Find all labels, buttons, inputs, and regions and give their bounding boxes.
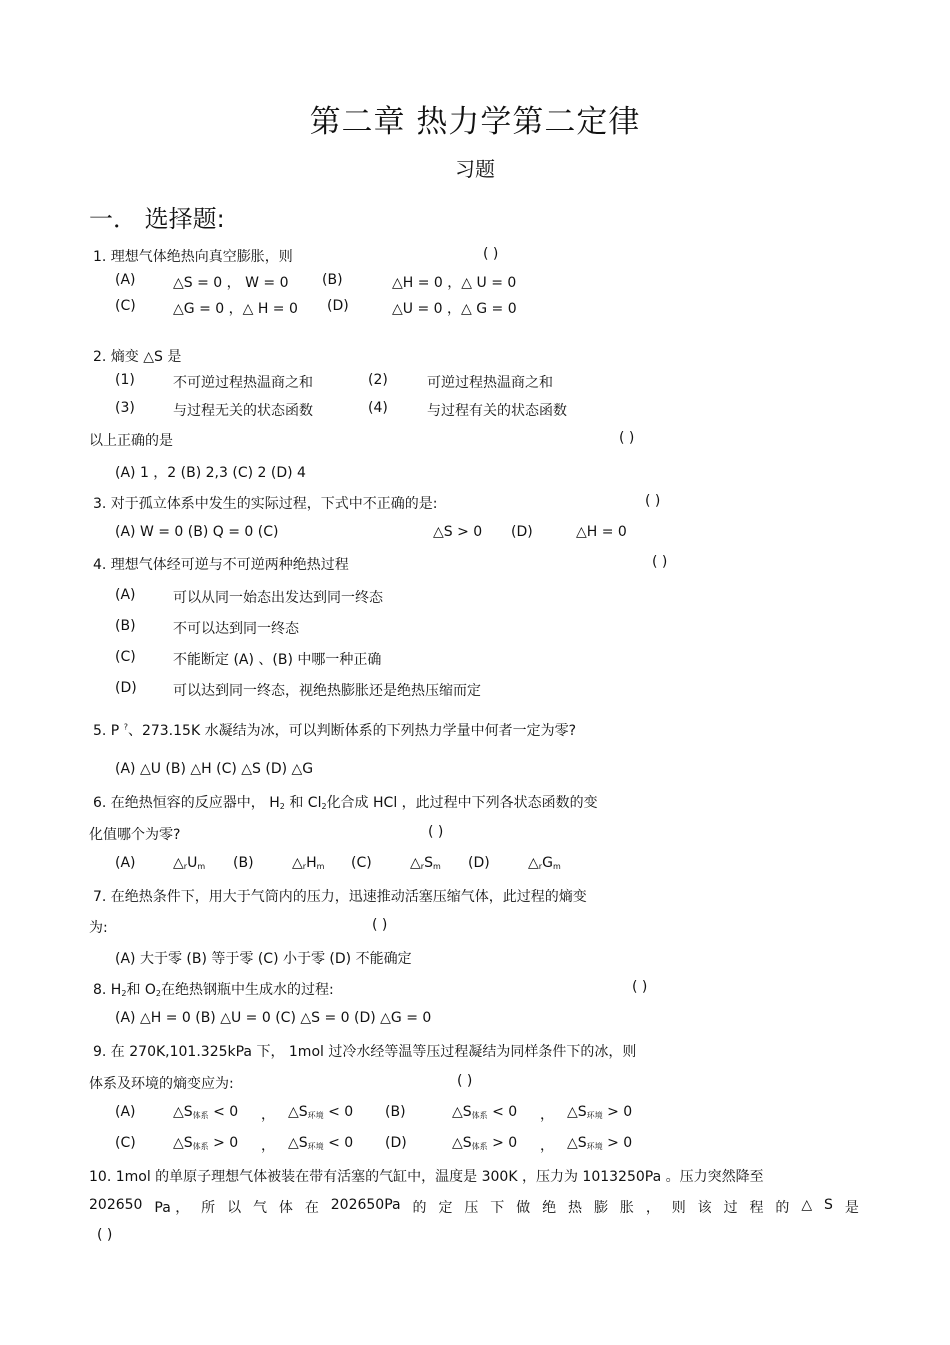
word: 做: [516, 1200, 531, 1216]
option-label: (D): [511, 524, 533, 540]
option-text: $\triangle S_{体系} > 0$: [173, 1135, 239, 1151]
subscript: 2: [321, 802, 327, 811]
question-2-tail: 以上正确的是: [89, 433, 173, 449]
question-2-stem: 2. 熵变 △S 是: [93, 349, 182, 365]
option-row: (A) W = 0 (B) Q = 0 (C): [115, 524, 279, 540]
word: ，: [645, 1200, 660, 1216]
option-text: $\triangle S_{体系} > 0$: [452, 1135, 518, 1151]
option-text: $\triangle_rH_m$: [292, 855, 325, 871]
option-text: △G = 0 ，△ H = 0: [173, 301, 298, 317]
word: △: [801, 1197, 813, 1213]
word: 该: [697, 1200, 712, 1216]
option-label: (C): [115, 649, 136, 665]
option-text: $\triangle S_{环境} < 0$: [288, 1135, 354, 1151]
option-text: $\triangle S_{体系} < 0$: [173, 1104, 239, 1120]
word: 胀: [619, 1200, 634, 1216]
question-10-line2: [89, 1197, 859, 1217]
q6-line1: 6. 在绝热恒容的反应器中， H: [93, 795, 280, 811]
answer-blank: ( ): [372, 917, 388, 933]
item-text: 可逆过程热温商之和: [427, 375, 553, 391]
question-4-stem: 4. 理想气体经可逆与不可逆两种绝热过程: [93, 557, 349, 573]
subscript: 2: [279, 802, 285, 811]
q5-pre: 5. P: [93, 723, 120, 739]
option-label: (D): [468, 855, 490, 871]
option-label: (B): [322, 272, 343, 288]
question-9-stem: 9. 在 270K,101.325kPa 下， 1mol 过冷水经等温等压过程凝结为同样条件下的冰，则: [93, 1044, 637, 1060]
option-label: (C): [115, 1135, 136, 1151]
option-text: $\triangle_rG_m$: [528, 855, 561, 871]
word: 202650: [89, 1197, 143, 1213]
question-1-stem: 1. 理想气体绝热向真空膨胀，则: [93, 249, 293, 265]
word: 以: [227, 1200, 242, 1216]
question-10-line1: 10. 1mol 的单原子理想气体被装在带有活塞的气缸中，温度是 300K ，压力为 1013250Pa 。压力突然降至: [89, 1169, 764, 1185]
question-6-stem: [93, 792, 598, 812]
option-label: (B): [115, 618, 136, 634]
option-label: (D): [385, 1135, 407, 1151]
question-8-stem: 8. $H_2$和 $O_2$在绝热钢瓶中生成水的过程:: [93, 982, 334, 998]
question-6-line2: 化值哪个为零?: [89, 827, 181, 843]
option-row: (A) △H = 0 (B) △U = 0 (C) △S = 0 (D) △G = 0: [115, 1010, 432, 1026]
question-7-line2: 为:: [89, 920, 108, 936]
item-label: (3): [115, 400, 135, 416]
word: 压: [464, 1200, 479, 1216]
option-label: (A): [115, 1104, 136, 1120]
word: Pa ，: [154, 1200, 190, 1216]
word: 热: [568, 1200, 583, 1216]
option-text: 可以达到同一终态，视绝热膨胀还是绝热压缩而定: [173, 683, 481, 699]
word: 过: [723, 1200, 738, 1216]
question-5-stem: [93, 720, 576, 740]
answer-options: (A) 1 ，2 (B) 2,3 (C) 2 (D) 4: [115, 465, 306, 481]
comma: ，: [540, 1107, 554, 1123]
answer-blank: ( ): [97, 1227, 113, 1243]
answer-blank: ( ): [632, 979, 648, 995]
comma: ，: [261, 1138, 275, 1154]
option-label: (D): [327, 298, 349, 314]
option-label: (C): [115, 298, 136, 314]
subtitle: 习题: [455, 157, 495, 181]
option-text: $\triangle S_{体系} < 0$: [452, 1104, 518, 1120]
option-text: △H = 0: [576, 524, 627, 540]
question-9-line2: 体系及环境的熵变应为:: [89, 1076, 234, 1092]
q5-post: 、273.15K 水凝结为冰，可以判断体系的下列热力学量中何者一定为零?: [127, 723, 576, 739]
option-label: (C): [351, 855, 372, 871]
option-row: (A) △U (B) △H (C) △S (D) △G: [115, 761, 314, 777]
question-3-stem: 3. 对于孤立体系中发生的实际过程，下式中不正确的是:: [93, 496, 438, 512]
answer-blank: ( ): [428, 824, 444, 840]
item-label: (4): [368, 400, 388, 416]
option-text: 可以从同一始态出发达到同一终态: [173, 590, 383, 606]
comma: ，: [261, 1107, 275, 1123]
option-text: △S = 0 ， W = 0: [173, 275, 289, 291]
question-7-stem: 7. 在绝热条件下，用大于气筒内的压力，迅速推动活塞压缩气体，此过程的熵变: [93, 889, 587, 905]
option-label: (A): [115, 587, 136, 603]
item-text: 与过程有关的状态函数: [427, 403, 567, 419]
word: S: [824, 1197, 833, 1213]
item-text: 与过程无关的状态函数: [173, 403, 313, 419]
answer-blank: ( ): [619, 430, 635, 446]
option-label: (D): [115, 680, 137, 696]
q6-line1c: 化合成 HCl ，此过程中下列各状态函数的变: [326, 795, 598, 811]
option-label: (A): [115, 272, 136, 288]
answer-blank: ( ): [652, 554, 668, 570]
comma: ，: [540, 1138, 554, 1154]
chapter-title: 第二章 热力学第二定律: [309, 104, 641, 140]
word: 下: [490, 1200, 505, 1216]
option-row: (A) 大于零 (B) 等于零 (C) 小于零 (D) 不能确定: [115, 951, 412, 967]
option-text: △S > 0: [433, 524, 483, 540]
item-label: (2): [368, 372, 388, 388]
item-label: (1): [115, 372, 135, 388]
option-text: $\triangle S_{环境} > 0$: [567, 1135, 633, 1151]
word: 的: [775, 1200, 790, 1216]
option-text: △U = 0 ，△ G = 0: [392, 301, 517, 317]
word: 体: [278, 1200, 293, 1216]
option-label: (B): [385, 1104, 406, 1120]
q5-sup: ?: [123, 722, 128, 732]
answer-blank: ( ): [483, 246, 499, 262]
word: 所: [201, 1200, 216, 1216]
answer-blank: ( ): [457, 1073, 473, 1089]
option-text: $\triangle_rS_m$: [410, 855, 441, 871]
option-text: $\triangle S_{环境} < 0$: [288, 1104, 354, 1120]
word: 膨: [593, 1200, 608, 1216]
option-label: (B): [233, 855, 254, 871]
option-label: (A): [115, 855, 136, 871]
option-text: 不能断定 (A) 、(B) 中哪一种正确: [173, 652, 382, 668]
section-heading: 一． 选择题:: [89, 205, 225, 233]
word: 程: [749, 1200, 764, 1216]
option-text: △H = 0 ，△ U = 0: [392, 275, 517, 291]
option-text: $\triangle_rU_m$: [173, 855, 206, 871]
word: 定: [438, 1200, 453, 1216]
word: 的: [412, 1200, 427, 1216]
option-text: $\triangle S_{环境} > 0$: [567, 1104, 633, 1120]
word: 202650Pa: [330, 1197, 401, 1213]
word: 气: [252, 1200, 267, 1216]
option-text: 不可以达到同一终态: [173, 621, 299, 637]
word: 则: [671, 1200, 686, 1216]
answer-blank: ( ): [645, 493, 661, 509]
word: 是: [844, 1200, 859, 1216]
item-text: 不可逆过程热温商之和: [173, 375, 313, 391]
q6-line1b: 和 Cl: [289, 795, 322, 811]
word: 绝: [542, 1200, 557, 1216]
word: 在: [304, 1200, 319, 1216]
